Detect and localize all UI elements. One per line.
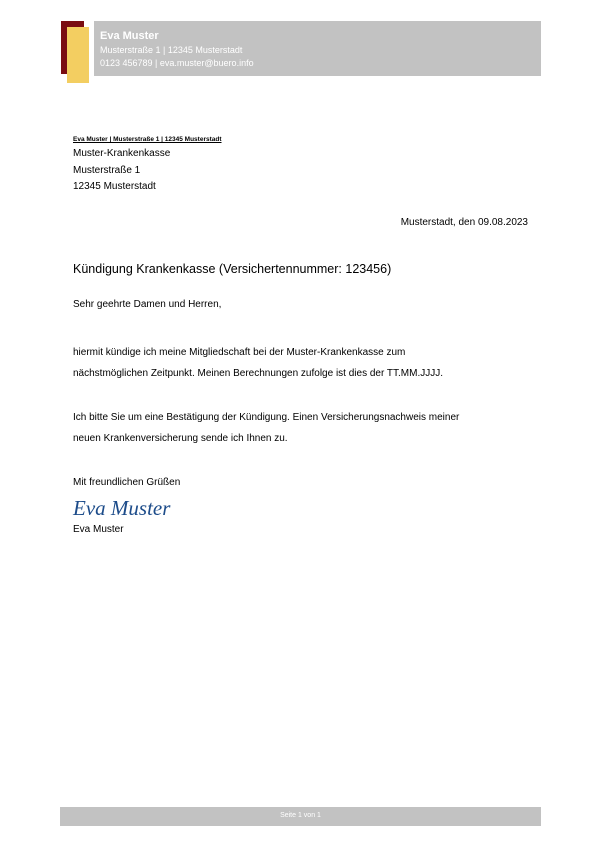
letterhead-address: Musterstraße 1 | 12345 Musterstadt [100,45,243,55]
paragraph-2-line-1: Ich bitte Sie um eine Bestätigung der Kündigung. Einen Versicherungsnachweis meiner [73,412,460,423]
page-number: Seite 1 von 1 [280,812,321,819]
recipient-city: 12345 Musterstadt [73,181,156,192]
salutation: Sehr geehrte Damen und Herren, [73,299,222,310]
footer-bar [60,807,541,826]
logo-block-light [67,27,89,83]
body-paragraph-1 [73,342,443,384]
body-paragraph-2 [73,407,459,449]
paragraph-1-line-2: nächstmöglichen Zeitpunkt. Meinen Berechnungen zufolge ist dies der TT.MM.JJJJ. [73,368,443,379]
letter-subject: Kündigung Krankenkasse (Versichertennummer: 123456) [73,262,392,276]
handwritten-signature: Eva Muster [73,496,171,520]
letter-date: Musterstadt, den 09.08.2023 [400,217,528,228]
letterhead-contact: 0123 456789 | eva.muster@buero.info [100,58,254,68]
recipient-street: Musterstraße 1 [73,165,141,176]
paragraph-1-line-1: hiermit kündige ich meine Mitgliedschaft bei der Muster-Krankenkasse zum [73,347,406,358]
recipient-name: Muster-Krankenkasse [73,148,171,159]
closing-phrase: Mit freundlichen Grüßen [73,477,181,488]
paragraph-2-line-2: neuen Krankenversicherung sende ich Ihnen zu. [73,433,288,444]
printed-name: Eva Muster [73,524,124,535]
letterhead-name: Eva Muster [100,30,159,42]
return-address-line: Eva Muster | Musterstraße 1 | 12345 Musterstadt [73,136,222,143]
